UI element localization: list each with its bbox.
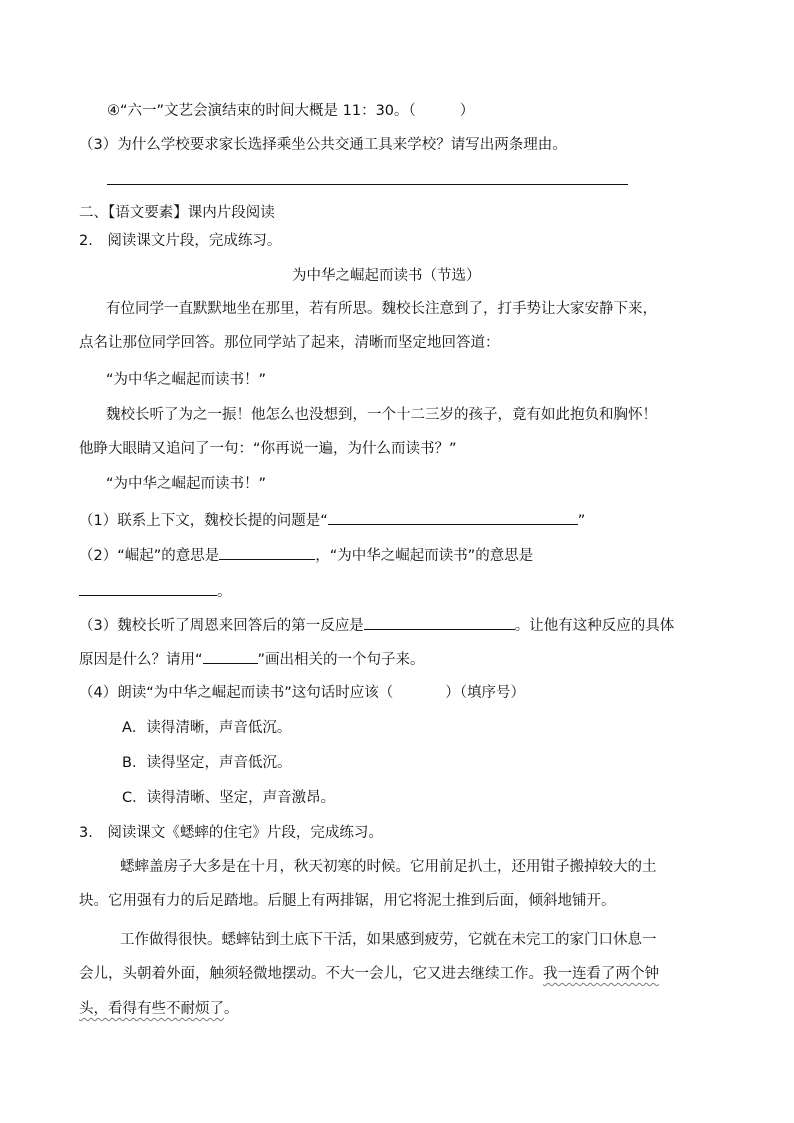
quote2-text: “为中华之崛起而读书！” xyxy=(106,476,267,492)
sub4-pre: （4）朗读“为中华之崛起而读书”这句话时应该（ xyxy=(79,685,394,701)
option-b[interactable] xyxy=(122,753,291,773)
cricket-para-2-line-3 xyxy=(79,999,239,1019)
sub-question-2-line-2 xyxy=(79,580,232,602)
question-2-intro xyxy=(79,231,281,251)
cricket-p1-l2: 块。它用强有力的后足踏地。后腿上有两排锯，用它将泥土推到后面，倾斜地铺开。 xyxy=(79,893,616,909)
paragraph-2-line-2 xyxy=(79,439,457,459)
answer-blank-3-underline-sample[interactable] xyxy=(203,648,258,664)
paragraph-1-line-1 xyxy=(106,299,657,319)
option-b-text: B．读得坚定，声音低沉。 xyxy=(122,755,292,771)
answer-blank-1[interactable] xyxy=(328,509,578,525)
sub3-l2-post: ”画出相关的一个句子来。 xyxy=(257,652,425,668)
quote-2 xyxy=(106,474,266,494)
cricket-p2-l1: 工作做得很快。蟋蟀钻到土底下干活，如果感到疲劳，它就在未完工的家门口休息一 xyxy=(120,932,657,948)
option-c-text: C．读得清晰、坚定，声音激昂。 xyxy=(122,790,336,806)
para2-l1: 魏校长听了为之一振！他怎么也没想到，一个十二三岁的孩子，竟有如此抱负和胸怀！ xyxy=(106,407,657,423)
wavy-underlined-sentence-part-2: 头，看得有些不耐烦了 xyxy=(79,1001,224,1017)
cricket-para-1-line-2 xyxy=(79,891,616,911)
sub2-mid: ，“为中华之崛起而读书”的意思是 xyxy=(315,548,534,564)
para1-l1: 有位同学一直默默地坐在那里，若有所思。魏校长注意到了，打手势让大家安静下来， xyxy=(106,301,657,317)
sub3-l2-pre: 原因是什么？请用“ xyxy=(79,652,203,668)
question-3-reason xyxy=(79,135,567,155)
question-3-intro xyxy=(79,823,383,843)
sub2-pre: （2）“崛起”的意思是 xyxy=(79,548,220,564)
cricket-p2-l2: 会儿，头朝着外面，触须轻微地摆动。不大一会儿，它又进去继续工作。 xyxy=(79,966,543,982)
item4-close: ） xyxy=(459,103,475,119)
wavy-underlined-sentence-part-1: 我一连看了两个钟 xyxy=(543,966,659,982)
sub3-post: 。让他有这种反应的具体 xyxy=(514,618,675,634)
passage-title xyxy=(292,266,481,286)
section-heading xyxy=(79,203,275,223)
q2-intro-text: 2. 阅读课文片段，完成练习。 xyxy=(79,233,282,249)
sub2-end: 。 xyxy=(217,584,232,600)
passage-title-text: 为中华之崛起而读书（节选） xyxy=(292,268,481,284)
answer-line-q3[interactable] xyxy=(107,184,628,185)
q3-intro-text: 3. 阅读课文《蟋蟀的住宅》片段，完成练习。 xyxy=(79,825,383,841)
item4-text: ④“六一”文艺会演结束的时间大概是 11：30。（ xyxy=(107,103,416,119)
sub-question-2 xyxy=(79,544,533,566)
option-a[interactable] xyxy=(122,718,291,738)
sub1-post: ” xyxy=(577,513,586,529)
para1-l2: 点名让那位同学回答。那位同学站了起来，清晰而坚定地回答道： xyxy=(79,335,500,351)
cricket-para-2-line-2 xyxy=(79,964,659,984)
sub-question-3 xyxy=(79,614,674,636)
cricket-p1-l1: 蟋蟀盖房子大多是在十月，秋天初寒的时候。它用前足扒土，还用钳子搬掉较大的土 xyxy=(120,859,657,875)
sub-question-1 xyxy=(79,509,585,531)
para2-l2: 他睁大眼睛又追问了一句：“你再说一遍，为什么而读书？” xyxy=(79,441,457,457)
cricket-para-1-line-1 xyxy=(120,857,657,877)
cricket-p2-l3-end: 。 xyxy=(224,1001,239,1017)
cricket-para-2-line-1 xyxy=(120,930,657,950)
question-item-4 xyxy=(107,101,474,121)
option-c[interactable] xyxy=(122,788,335,808)
quote1-text: “为中华之崛起而读书！” xyxy=(106,372,267,388)
paragraph-2-line-1 xyxy=(106,405,657,425)
heading-text: 二、【语文要素】课内片段阅读 xyxy=(79,205,275,221)
answer-blank-2b[interactable] xyxy=(79,580,217,596)
quote-1 xyxy=(106,370,266,390)
answer-blank-2a[interactable] xyxy=(219,544,315,560)
answer-blank-3[interactable] xyxy=(364,614,515,630)
sub3-pre: （3）魏校长听了周恩来回答后的第一反应是 xyxy=(79,618,364,634)
paragraph-1-line-2 xyxy=(79,333,500,353)
sub-question-4 xyxy=(79,683,525,703)
q3-text: （3）为什么学校要求家长选择乘坐公共交通工具来学校？请写出两条理由。 xyxy=(79,137,567,153)
sub-question-3-line-2 xyxy=(79,648,425,670)
sub1-pre: （1）联系上下文，魏校长提的问题是“ xyxy=(79,513,328,529)
option-a-text: A．读得清晰，声音低沉。 xyxy=(122,720,292,736)
sub4-post: ）（填序号） xyxy=(445,685,525,701)
